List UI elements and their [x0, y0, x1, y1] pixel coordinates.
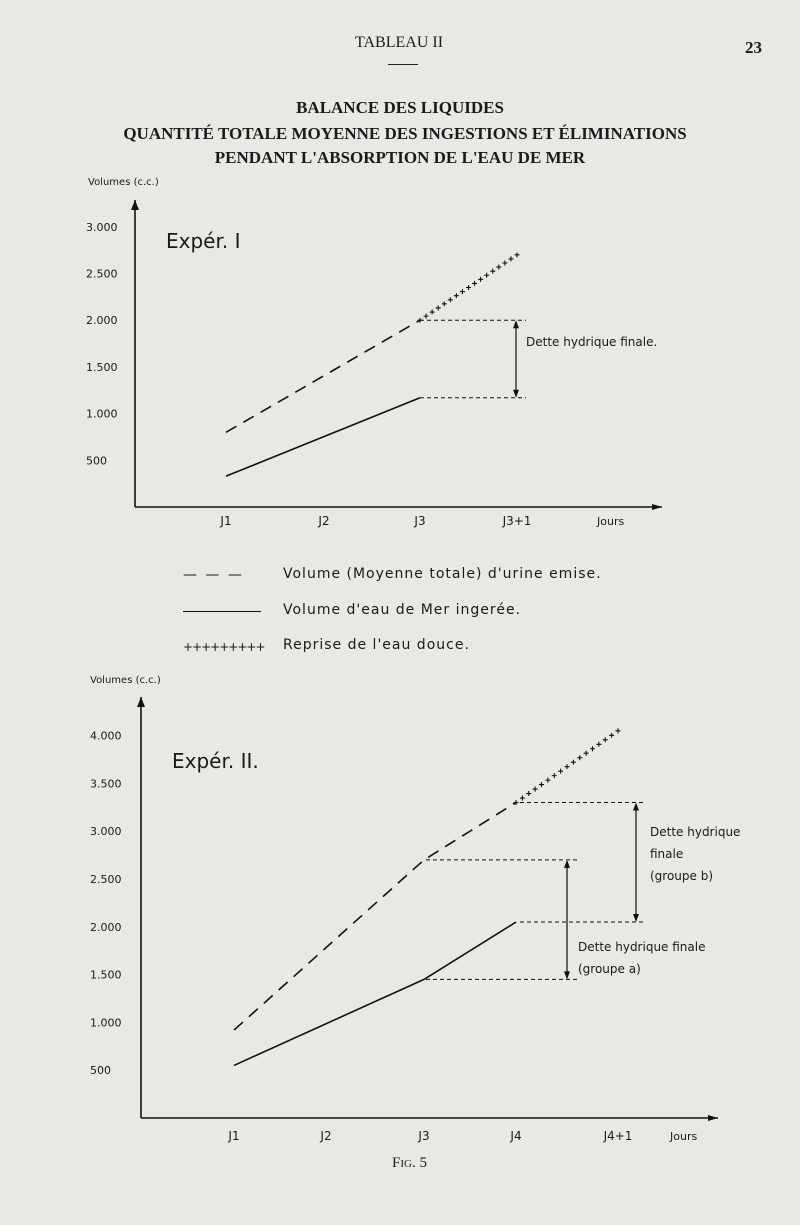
page-number: 23 [745, 38, 762, 57]
y-tick-label: 2.000 [90, 920, 122, 934]
series-crosses-mark [565, 764, 570, 769]
x-tick-label: J2 [320, 1129, 332, 1143]
y-axis-label: Volumes (c.c.) [90, 675, 161, 686]
y-tick-label: 1.500 [86, 360, 118, 374]
section-label: TABLEAU II [355, 34, 444, 51]
y-tick-label: 500 [86, 454, 107, 468]
x-tick-label: J3 [418, 1129, 430, 1143]
series-crosses-mark [616, 728, 621, 733]
x-axis-arrow [708, 1115, 718, 1121]
debt-annotation-text: finale [650, 847, 684, 861]
legend-solid-label: Volume d'eau de Mer ingerée. [283, 602, 522, 618]
title-line-3: PENDANT L'ABSORPTION DE L'EAU DE MER [214, 148, 586, 167]
y-tick-label: 4.000 [90, 729, 122, 743]
y-tick-label: 1.000 [86, 407, 118, 421]
y-tick-label: 3.000 [86, 220, 118, 234]
series-crosses-mark [526, 791, 531, 796]
debt-arrow-down [564, 971, 570, 979]
x-tick-label: J4 [510, 1129, 522, 1143]
series-seawater-line [234, 922, 516, 1065]
chart-title: Expér. II. [172, 749, 259, 773]
x-tick-label: J4+1 [603, 1129, 633, 1143]
y-tick-label: 2.000 [86, 314, 118, 328]
series-crosses-mark [545, 778, 550, 783]
series-crosses-mark [590, 746, 595, 751]
legend-solid-sample [183, 611, 261, 612]
series-crosses-mark [552, 773, 557, 778]
title-line-1: BALANCE DES LIQUIDES [296, 98, 504, 117]
debt-annotation-text: (groupe b) [650, 869, 714, 883]
y-tick-label: 1.000 [90, 1016, 122, 1030]
debt-arrow-up [564, 860, 570, 868]
x-tick-label: J2 [318, 514, 330, 528]
debt-annotation-text: Dette hydrique finale. [526, 335, 658, 349]
series-crosses-mark [520, 796, 525, 801]
figure-caption: Fig. 5 [392, 1155, 427, 1171]
y-tick-label: 1.500 [90, 968, 122, 982]
x-axis-label: Jours [597, 515, 625, 528]
debt-annotation-text: Dette hydrique [650, 825, 741, 839]
y-tick-label: 2.500 [86, 267, 118, 281]
y-tick-label: 500 [90, 1064, 111, 1078]
y-tick-label: 3.500 [90, 777, 122, 791]
series-crosses-mark [571, 760, 576, 765]
series-crosses-mark [584, 751, 589, 756]
x-axis-label: Jours [670, 1130, 698, 1143]
debt-arrow-down [633, 914, 639, 922]
title-line-2: QUANTITÉ TOTALE MOYENNE DES INGESTIONS ET ÉLIMINATIONS [123, 124, 687, 143]
series-crosses-mark [603, 737, 608, 742]
series-crosses-mark [533, 787, 538, 792]
x-tick-label: J1 [220, 514, 232, 528]
x-tick-label: J3 [414, 514, 426, 528]
series-crosses-mark [558, 769, 563, 774]
x-tick-label: J1 [228, 1129, 240, 1143]
legend-dashed-sample: — — — [183, 567, 244, 583]
series-crosses-mark [539, 782, 544, 787]
y-axis-label: Volumes (c.c.) [88, 177, 159, 188]
legend-crosses-label: Reprise de l'eau douce. [283, 637, 470, 653]
series-crosses-mark [609, 733, 614, 738]
y-tick-label: 3.000 [90, 825, 122, 839]
legend-crosses-sample: +++++++++ [183, 640, 265, 654]
debt-annotation-text: (groupe a) [578, 962, 641, 976]
legend-dashed-label: Volume (Moyenne totale) d'urine emise. [283, 566, 602, 582]
series-crosses-mark [596, 742, 601, 747]
x-tick-label: J3+1 [502, 514, 532, 528]
y-axis-arrow [137, 697, 145, 707]
series-urine-line [234, 803, 516, 1031]
debt-arrow-up [633, 803, 639, 811]
chart-title: Expér. I [166, 229, 241, 253]
debt-annotation-text: Dette hydrique finale [578, 940, 706, 954]
series-crosses-mark [577, 755, 582, 760]
y-tick-label: 2.500 [90, 873, 122, 886]
